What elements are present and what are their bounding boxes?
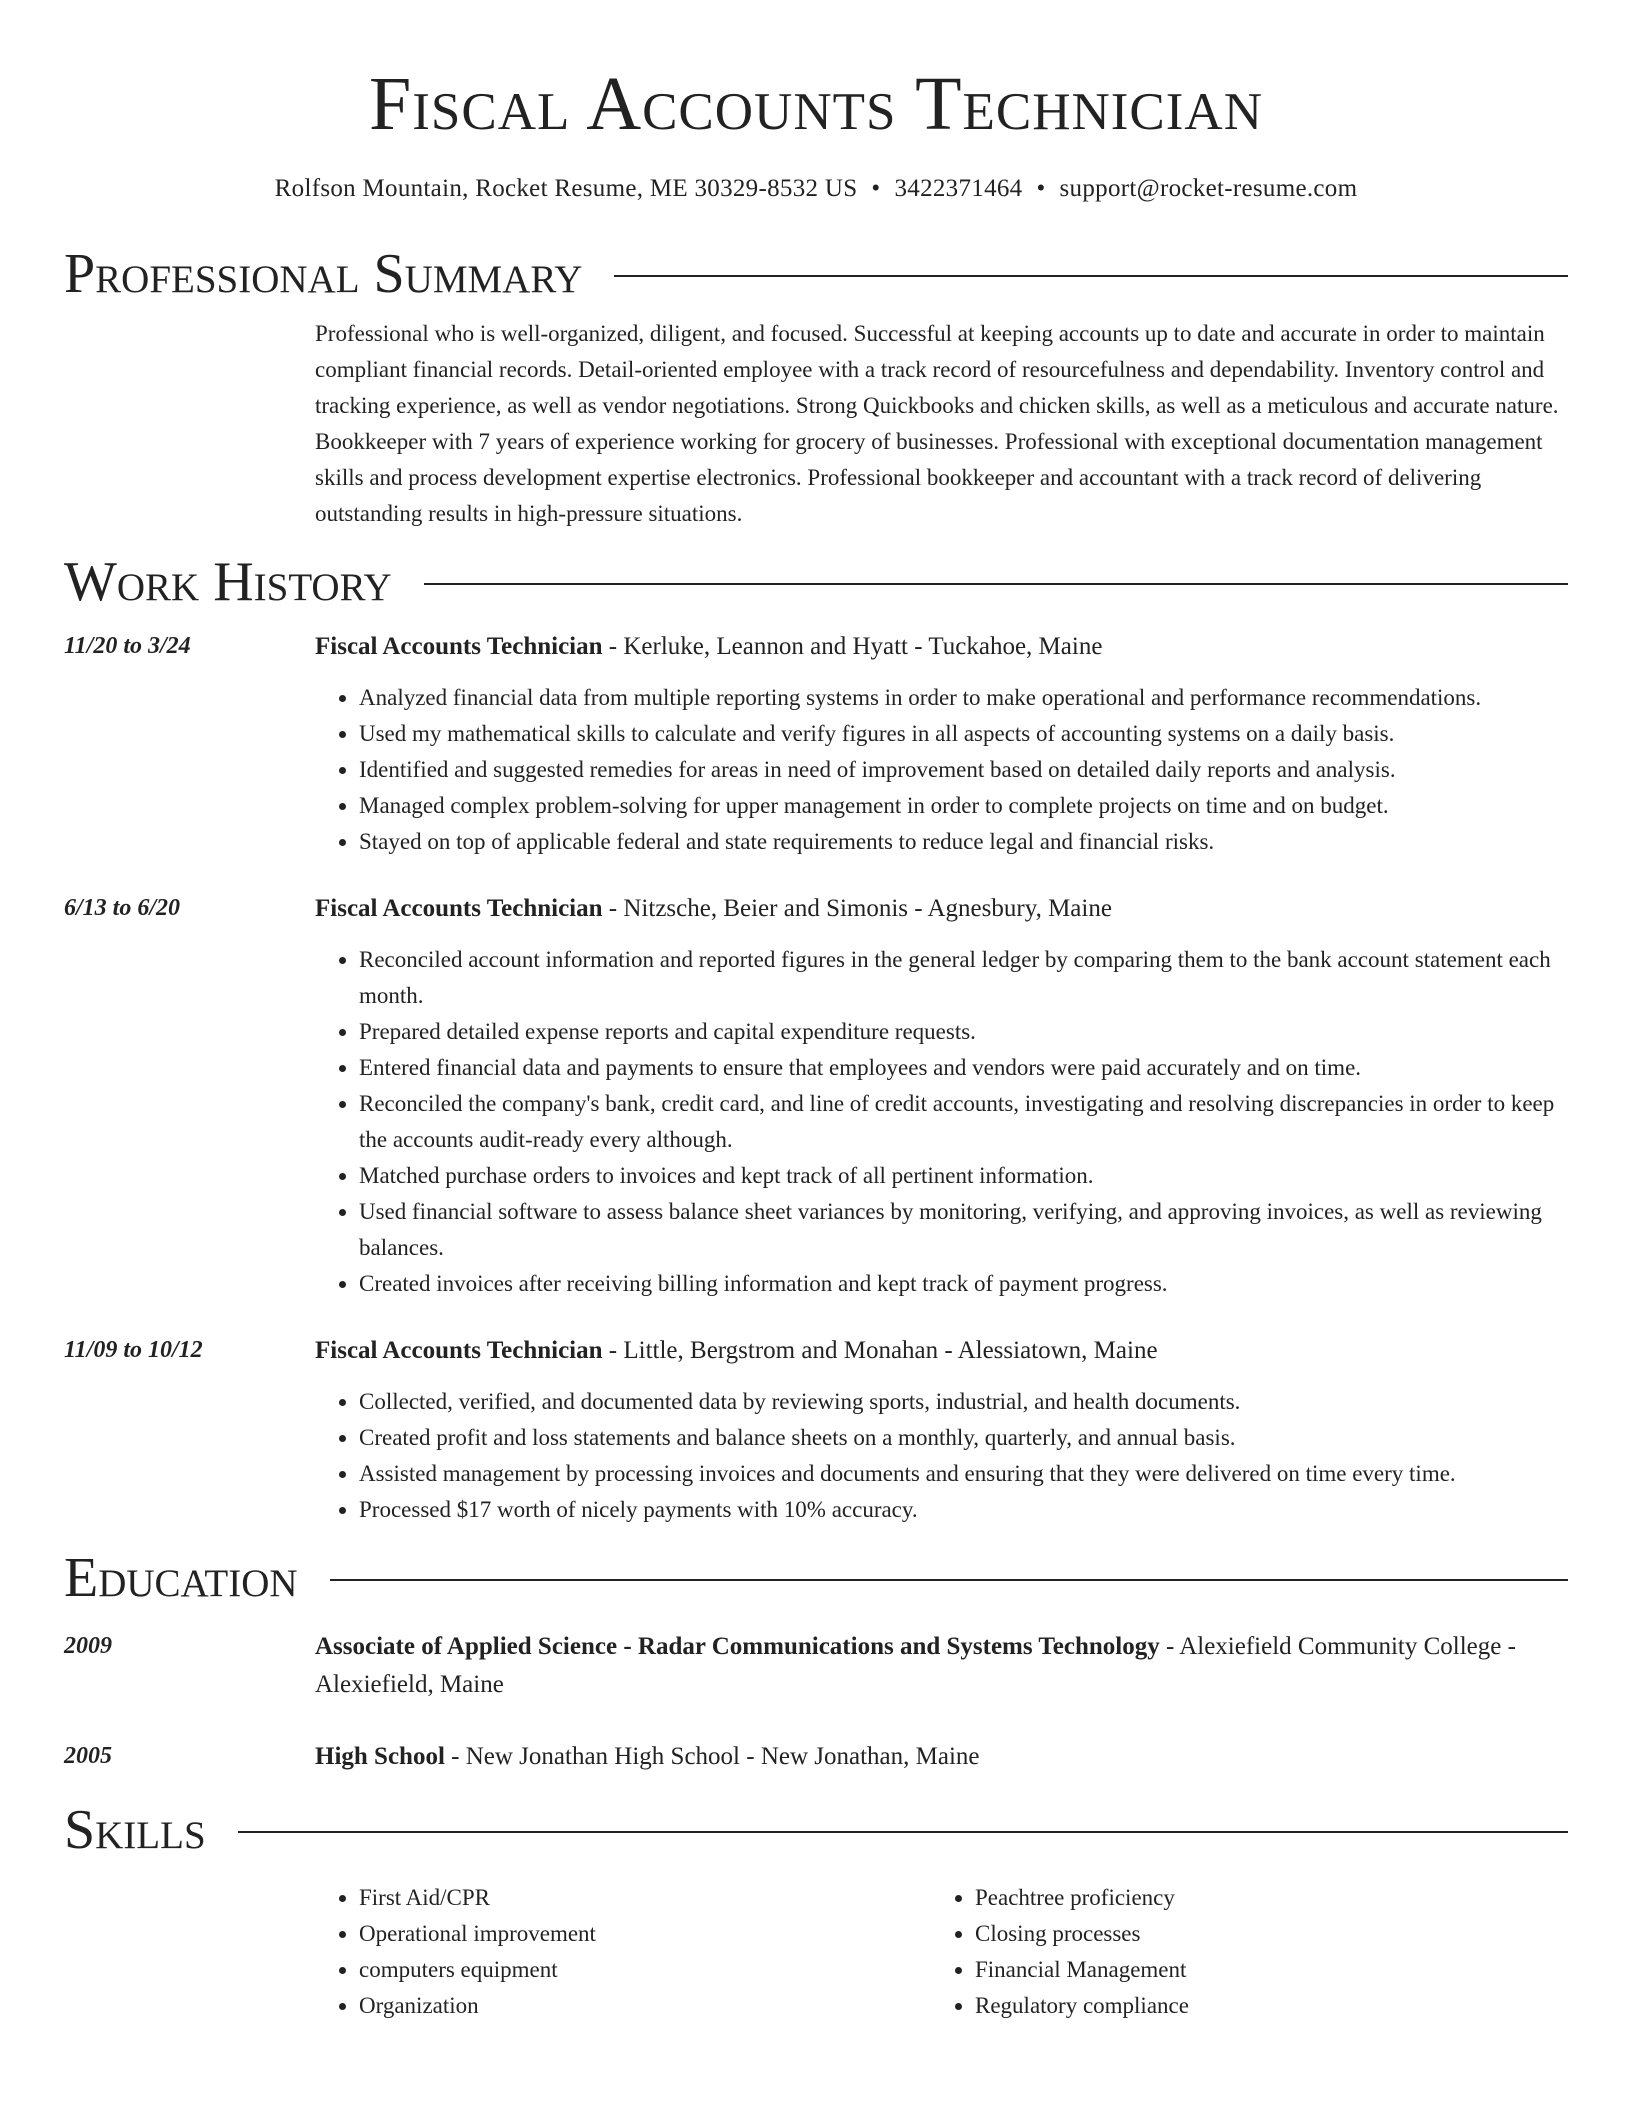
job-bullets	[315, 680, 1568, 860]
section-title: Professional Summary	[64, 243, 583, 305]
section-title: Education	[64, 1547, 298, 1609]
section-header-summary	[64, 242, 1568, 306]
list-item: • Created profit and loss statements and balance sheets on a monthly, quarterly, and annual basis.	[359, 1420, 1568, 1456]
list-item: • Financial Management	[975, 1952, 1475, 1988]
list-item: • Used my mathematical skills to calculate and verify figures in all aspects of accounting systems on a daily basis.	[359, 716, 1568, 752]
education-school: - Alexiefield Community College - Alexiefield, Maine	[315, 1633, 1516, 1698]
job-dates: 11/20 to 3/24	[64, 633, 191, 659]
address: Rolfson Mountain, Rocket Resume, ME 30329-8532 US	[274, 175, 858, 202]
list-item: • Used financial software to assess balance sheet variances by monitoring, verifying, and approving invoices, as well as reviewing balances.	[359, 1194, 1568, 1266]
education-line	[315, 1738, 1568, 1776]
education-degree: High School	[315, 1743, 445, 1770]
job-entry	[64, 1332, 1568, 1528]
job-dates: 11/09 to 10/12	[64, 1337, 203, 1363]
separator-dot: •	[871, 175, 881, 202]
education-entry	[64, 1738, 1568, 1776]
job-employer: - Little, Bergstrom and Monahan - Alessiatown, Maine	[602, 1337, 1158, 1364]
section-header-education	[64, 1546, 1568, 1610]
list-item: • Reconciled account information and reported figures in the general ledger by comparing them to the bank account statement each month.	[359, 942, 1568, 1014]
email: support@rocket-resume.com	[1059, 175, 1358, 202]
job-title: Fiscal Accounts Technician	[315, 1337, 603, 1364]
list-item: • Processed $17 worth of nicely payments with 10% accuracy.	[359, 1492, 1568, 1528]
list-item: • Reconciled the company's bank, credit card, and line of credit accounts, investigating and resolving discrepancies in order to keep the accounts audit-ready every although.	[359, 1086, 1568, 1158]
education-line	[315, 1628, 1568, 1704]
skills-columns	[315, 1880, 1568, 2024]
skills-list-right	[931, 1880, 1475, 2024]
job-title-line	[315, 1332, 1568, 1370]
list-item: • Prepared detailed expense reports and capital expenditure requests.	[359, 1014, 1568, 1050]
section-header-work	[64, 550, 1568, 614]
list-item: • First Aid/CPR	[359, 1880, 931, 1916]
list-item: • Created invoices after receiving billing information and kept track of payment progress.	[359, 1266, 1568, 1302]
section-divider	[614, 275, 1568, 277]
phone: 3422371464	[894, 175, 1023, 202]
list-item: • Peachtree proficiency	[975, 1880, 1475, 1916]
job-bullets	[315, 1384, 1568, 1528]
list-item: • Collected, verified, and documented data by reviewing sports, industrial, and health documents.	[359, 1384, 1568, 1420]
section-title: Work History	[64, 551, 392, 613]
education-year: 2009	[64, 1633, 112, 1659]
list-item: • Organization	[359, 1988, 931, 2024]
job-entry	[64, 628, 1568, 860]
list-item: • computers equipment	[359, 1952, 931, 1988]
education-school: - New Jonathan High School - New Jonathan, Maine	[444, 1743, 980, 1770]
education-entry	[64, 1628, 1568, 1704]
list-item: • Regulatory compliance	[975, 1988, 1475, 2024]
job-title: Fiscal Accounts Technician	[315, 633, 603, 660]
list-item: • Identified and suggested remedies for areas in need of improvement based on detailed daily reports and analysis.	[359, 752, 1568, 788]
job-title-line	[315, 890, 1568, 928]
summary-text: Professional who is well-organized, diligent, and focused. Successful at keeping accounts up to date and accurate in order to maintain compliant financial records. Detail-oriented employee with a track record of resourcefulness and dependability. Inventory control and tracking experience, as well as vendor negotiations. Strong Quickbooks and chicken skills, as well as a meticulous and accurate nature. Bookkeeper with 7 years of experience working for grocery of businesses. Professional with exceptional documentation management skills and process development expertise electronics. Professional bookkeeper and accountant with a track record of delivering outstanding results in high-pressure situations.	[315, 321, 1559, 526]
skills-list-left	[315, 1880, 931, 2024]
job-entry	[64, 890, 1568, 1302]
job-employer: - Kerluke, Leannon and Hyatt - Tuckahoe, Maine	[602, 633, 1103, 660]
separator-dot: •	[1036, 175, 1046, 202]
list-item: • Analyzed financial data from multiple reporting systems in order to make operational and performance recommendations.	[359, 680, 1568, 716]
section-divider	[238, 1831, 1568, 1833]
list-item: • Matched purchase orders to invoices and kept track of all pertinent information.	[359, 1158, 1568, 1194]
section-divider	[330, 1579, 1568, 1581]
job-dates: 6/13 to 6/20	[64, 895, 181, 921]
candidate-name: Fiscal Accounts Technician	[369, 62, 1263, 146]
resume-page	[64, 0, 1568, 2024]
section-title: Skills	[64, 1799, 206, 1861]
job-title: Fiscal Accounts Technician	[315, 895, 603, 922]
job-employer: - Nitzsche, Beier and Simonis - Agnesbury, Maine	[602, 895, 1112, 922]
education-year: 2005	[64, 1743, 112, 1769]
list-item: • Stayed on top of applicable federal and state requirements to reduce legal and financial risks.	[359, 824, 1568, 860]
list-item: • Managed complex problem-solving for upper management in order to complete projects on time and on budget.	[359, 788, 1568, 824]
list-item: • Operational improvement	[359, 1916, 931, 1952]
job-title-line	[315, 628, 1568, 666]
list-item: • Entered financial data and payments to ensure that employees and vendors were paid accurately and on time.	[359, 1050, 1568, 1086]
education-degree: Associate of Applied Science - Radar Communications and Systems Technology	[315, 1633, 1160, 1660]
job-bullets	[315, 942, 1568, 1302]
section-header-skills	[64, 1798, 1568, 1862]
section-divider	[424, 583, 1568, 585]
contact-line	[64, 174, 1568, 204]
list-item: • Assisted management by processing invoices and documents and ensuring that they were delivered on time every time.	[359, 1456, 1568, 1492]
list-item: • Closing processes	[975, 1916, 1475, 1952]
